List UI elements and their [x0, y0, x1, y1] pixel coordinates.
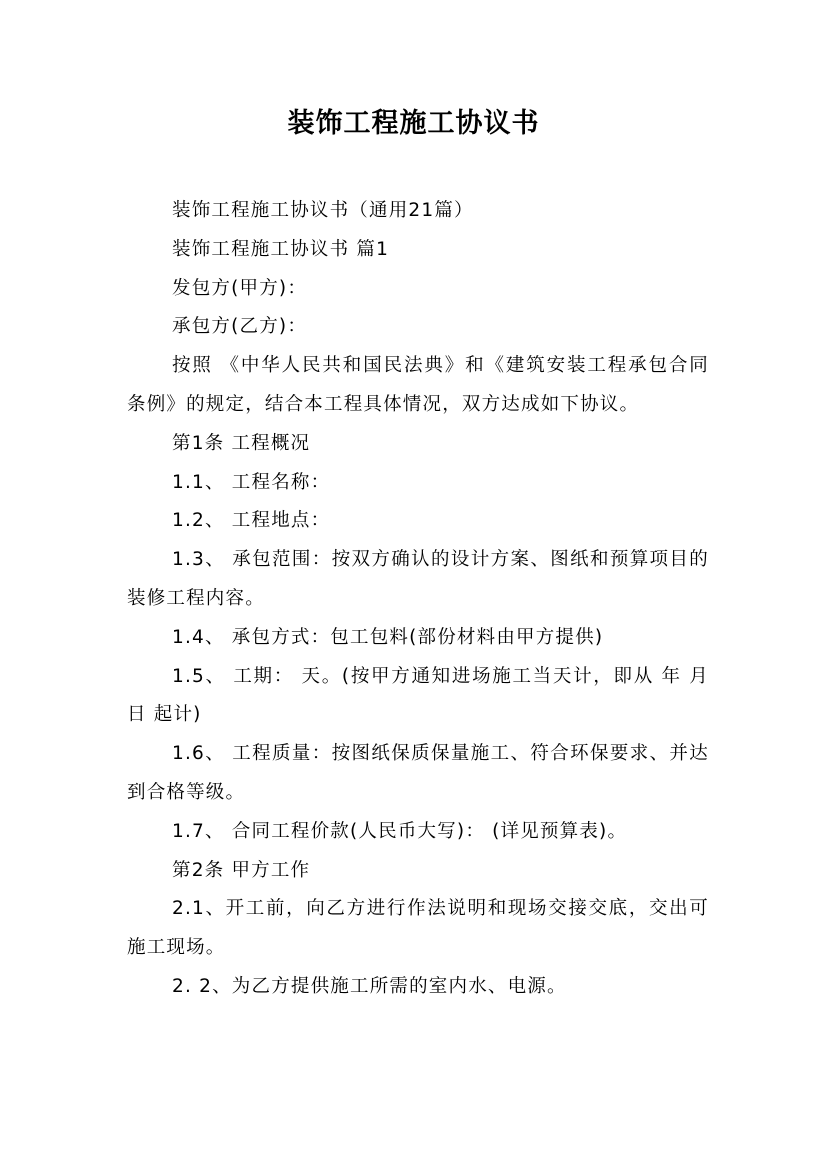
paragraph-clause-2-1: 2.1、开工前，向乙方进行作法说明和现场交接交底，交出可施工现场。 — [127, 898, 709, 959]
paragraph-article-2-heading: 第2条 甲方工作 — [172, 859, 311, 881]
document-body — [127, 192, 709, 1007]
paragraph-preamble: 按照 《中华人民共和国民法典》和《建筑安装工程承包合同条例》的规定，结合本工程具体情况，双方达成如下协议。 — [127, 355, 709, 415]
paragraph-clause-2-2: 2. 2、为乙方提供施工所需的室内水、电源。 — [172, 975, 567, 997]
paragraph-clause-1-1: 1.1、 工程名称： — [172, 471, 331, 493]
paragraph-article-1-heading: 第1条 工程概况 — [172, 432, 311, 454]
paragraph-party-a: 发包方(甲方)： — [172, 277, 308, 299]
paragraph-heading-collection: 装饰工程施工协议书（通用21篇） — [172, 200, 474, 221]
paragraph-heading-part-1: 装饰工程施工协议书 篇1 — [172, 238, 390, 260]
paragraph-clause-1-6: 1.6、 工程质量：按图纸保质保量施工、符合环保要求、并达到合格等级。 — [127, 743, 709, 803]
paragraph-clause-1-5: 1.5、 工期： 天。(按甲方通知进场施工当天计，即从 年 月 日 起计) — [127, 665, 709, 726]
document-title: 装饰工程施工协议书 — [287, 108, 540, 139]
paragraph-clause-1-7: 1.7、 合同工程价款(人民币大写)： (详见预算表)。 — [172, 820, 628, 842]
paragraph-clause-1-3: 1.3、 承包范围：按双方确认的设计方案、图纸和预算项目的装修工程内容。 — [127, 549, 709, 609]
paragraph-clause-1-4: 1.4、 承包方式：包工包料(部份材料由甲方提供) — [172, 626, 604, 648]
paragraph-clause-1-2: 1.2、 工程地点： — [172, 510, 331, 532]
paragraph-party-b: 承包方(乙方)： — [172, 316, 308, 338]
